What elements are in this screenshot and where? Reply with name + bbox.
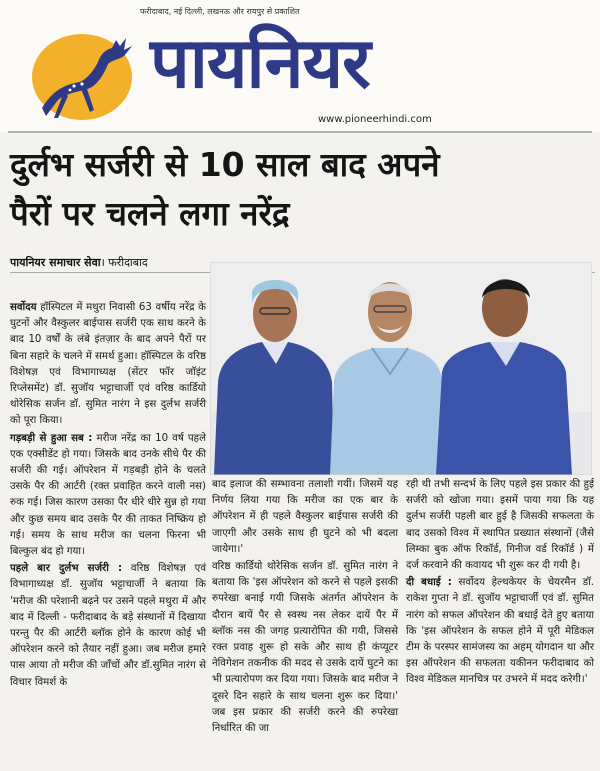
col1-paragraph-3 — [10, 561, 206, 691]
deer-logo-icon — [24, 26, 136, 126]
byline-source: पायनियर समाचार सेवा — [10, 256, 101, 269]
article-column-1 — [10, 300, 206, 692]
col1-text-1: हॉस्पिटल में मथुरा निवासी 63 वर्षीय नरेंद्र के घुटनों और वैस्कुलर बाईपास सर्जरी एक साथ करने के बाद 10 वर्षों के लंबे इंतज़ार के बाद अपने पैरों पर बिना सहारे के चलने में समर्थ हुआ। हॉस्पिटल के वरिष्ठ विशेषज्ञ एवं विभागाध्यक्ष (सेंटर फॉर जॉइंट रिप्लेसमेंट) डॉ. सुजॉय भट्टाचार्जी एवं वरिष्ठ कार्डियो थोरेसिक सर्जन डॉ. सुमित नारंग ने इस दुर्लभ सर्जरी को पूरा किया। — [10, 302, 206, 427]
article-column-2 — [212, 477, 398, 738]
col3-paragraph-2 — [406, 575, 594, 688]
headline-line-1: दुर्लभ सर्जरी से 10 साल बाद अपने — [10, 145, 440, 184]
col1-subhead-2: पहले बार दुर्लभ सर्जरी : — [10, 563, 123, 575]
col1-text-2: मरीज नरेंद्र का 10 वर्ष पहले एक एक्सीडेंट हो गया। जिसके बाद उनके सीधे पैर की सर्जरी की गई। ऑपरेशन में गड़बड़ी होने के चलते उसके पैर की आर्टरी (रक्त प्रवाहित करने वाली नस) रुक गई। जिस कारण उसका पैर धीरे धीरे सुन्न हो गया और कुछ समय बाद उसके पैर की ताकत निष्क्रिय हो गई। समय के साथ मरीज का चलना फिरना भी बिल्कुल बंद हो गया। — [10, 432, 206, 558]
masthead-tagline: फरीदाबाद, नई दिल्ली, लखनऊ और रायपुर से प्रकाशित — [140, 7, 300, 16]
article-headline — [10, 140, 595, 238]
article-column-3 — [406, 477, 594, 690]
headline-line-2: पैरों पर चलने लगा नरेंद्र — [10, 194, 290, 233]
col1-lead-1: सर्वोदय — [10, 302, 37, 313]
masthead — [0, 0, 600, 132]
col3-text-2: सर्वोदय हेल्थकेयर के चेयरमैन डॉ. राकेश गुप्ता ने डॉ. सुजॉय भट्टाचार्जी एवं डॉ. सुमित नारंग को सफल ऑपरेशन की बधाई देते हुए बताया कि 'इस ऑपरेशन के सफल होने में पूरी मेडिकल टीम के परस्पर सामंजस्य का अहम् योगदान था और इस ऑपरेशन की सफलता यकीनन फरीदाबाद को विश्व मेडिकल मानचित्र पर उभरने में मदद करेगी।' — [406, 577, 594, 686]
col1-subhead-1: गड़बड़ी से हुआ सब : — [10, 432, 93, 444]
col2-paragraph-2: वरिष्ठ कार्डियो थोरेसिक सर्जन डॉ. सुमित नारंग ने बताया कि 'इस ऑपरेशन को करने से पहले इसकी रुपरेखा बनाई गयी जिसके अंतर्गत ऑपरेशन के दौरान बायें पैर से स्वस्थ नस लेकर दायें पैर में ब्लॉक नस की जगह प्रत्यारोपित की गयी, जिससे रक्त प्रवाह शुरू हो सके और साथ ही कंप्यूटर नेविगेशन तकनीक की मदद से उसके दायें घुटने का भी प्रत्यारोपण कर दिया गया। जिसके बाद मरीज ने दूसरे दिन सहारे के साथ चलना शुरू कर दिया।' जब इस प्रकार की सर्जरी करने की रुपरेखा निर्धारित की जा — [212, 561, 398, 735]
article-photo — [210, 262, 592, 475]
byline-place: । फरीदाबाद — [100, 256, 148, 269]
col1-paragraph-1 — [10, 300, 206, 430]
masthead-website: www.pioneerhindi.com — [318, 114, 432, 125]
col1-text-3: वरिष्ठ विशेषज्ञ एवं विभागाध्यक्ष डॉ. सुजॉय भट्टाचार्जी ने बताया कि 'मरीज की परेशानी बढ़ने पर उसने पहले मथुरा में और बाद में दिल्ली - फरीदाबाद के बड़े संस्थानों में दिखाया परन्तु पैर की आर्टरी ब्लॉक होने के कारण कोई भी ऑपरेशन करने को तैयार नहीं हुआ। जब मरीज हमारे पास आया तो मरीज की जाँचों और डॉ.सुमित नारंग से विचार विमर्श के — [10, 563, 206, 688]
masthead-divider — [8, 131, 592, 133]
col1-paragraph-2 — [10, 431, 206, 561]
byline — [10, 255, 148, 270]
col3-paragraph-1: रही थी तभी सन्दर्भ के लिए पहले इस प्रकार की हुई सर्जरी को खोजा गया। इसमें पाया गया कि यह दुर्लभ सर्जरी पहली बार हुई है जिसकी सफलता के बाद उसको विश्व में स्थापित प्रख्यात संस्थानों (जैसे लिम्का बुक ऑफ रिकॉर्ड, गिनीज वर्ड रिकॉर्ड ) में दर्ज करवाने की कवायद भी शुरू कर दी गयी है। — [406, 479, 594, 572]
col3-subhead-1: दी बधाई : — [406, 577, 452, 589]
masthead-brand: पायनियर — [150, 22, 370, 104]
col2-paragraph-1: बाद इलाज की सम्भावना तलाशी गयीं। जिसमें यह निर्णय लिया गया कि मरीज का एक बार के ऑपरेशन में ही पहले वैस्कुलर बाईपास सर्जरी की जाएगी और उसके साथ ही घुटने को भी बदला जायेगा।' — [212, 479, 398, 555]
